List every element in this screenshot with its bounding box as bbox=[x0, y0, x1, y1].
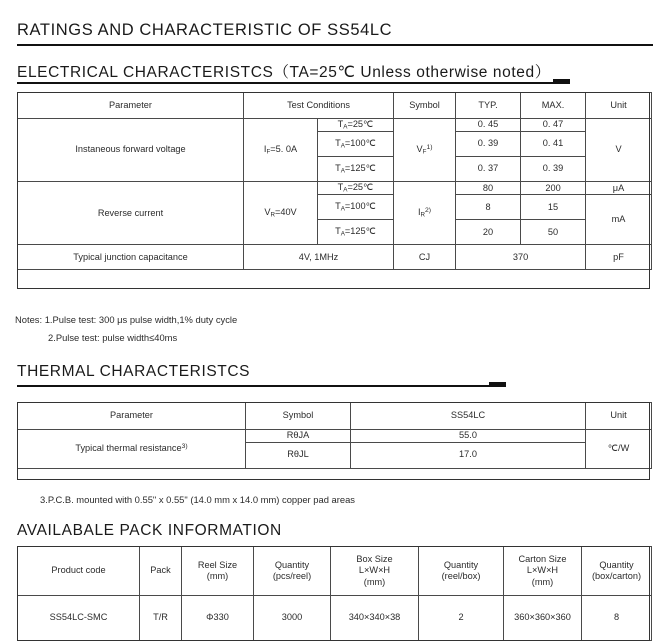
col-qty-reel-box-l2: (reel/box) bbox=[441, 571, 481, 581]
col-carton-size-l2: L×W×H bbox=[526, 565, 559, 576]
col-box-size-l1: Box Size bbox=[356, 553, 393, 564]
temp-sub: A bbox=[340, 167, 345, 175]
thermal-heading-underline bbox=[17, 385, 495, 387]
symbol-rthjl: RθJL bbox=[246, 442, 351, 468]
temp-condition: $T_A=25℃$ bbox=[318, 119, 394, 132]
col-box-size bbox=[331, 547, 419, 596]
unit-degc-per-w: ℃/W bbox=[586, 430, 652, 469]
temp-rest: =125℃ bbox=[344, 163, 376, 174]
cell-pack: T/R bbox=[140, 596, 182, 641]
temp-sub: A bbox=[340, 205, 345, 213]
condition-if-sub: F bbox=[266, 148, 271, 156]
param-reverse-current: Reverse current bbox=[18, 182, 244, 245]
param-thermal-resistance-label: Typical thermal resistance bbox=[75, 443, 182, 453]
typ-value: 0. 45 bbox=[456, 119, 521, 132]
col-qty-box-carton bbox=[582, 547, 652, 596]
symbol-ir-sub: R bbox=[420, 211, 426, 219]
unit-milliamp: mA bbox=[586, 195, 652, 245]
value-rthjl: 17.0 bbox=[351, 442, 586, 468]
col-qty-reel-box-l1: Quantity bbox=[443, 559, 479, 570]
typ-value: 0. 37 bbox=[456, 157, 521, 182]
temp-sub: A bbox=[340, 142, 345, 150]
col-product-code bbox=[18, 547, 140, 596]
temp-sub: A bbox=[340, 230, 345, 238]
title-underline bbox=[17, 44, 653, 46]
value-rthja: 55.0 bbox=[351, 430, 586, 443]
table-row bbox=[18, 596, 652, 641]
condition-vr-sub: R bbox=[270, 211, 275, 219]
temp-condition: $T_A=125℃$ bbox=[318, 157, 394, 182]
col-qty-pcs-reel-l2: (pcs/reel) bbox=[272, 571, 312, 581]
col-carton-size bbox=[504, 547, 582, 596]
table-row bbox=[18, 119, 652, 132]
max-value: 0. 39 bbox=[521, 157, 586, 182]
col-typ: TYP. bbox=[456, 93, 521, 119]
col-ss54lc: SS54LC bbox=[351, 403, 586, 430]
col-parameter: Parameter bbox=[18, 93, 244, 119]
typ-value: 8 bbox=[456, 195, 521, 220]
temp-rest: =25℃ bbox=[347, 182, 374, 193]
symbol-vf-sub: F bbox=[422, 148, 427, 156]
electrical-heading-underline bbox=[17, 82, 570, 84]
col-test-conditions: Test Conditions bbox=[244, 93, 394, 119]
condition-vr: $V_R=40V$ bbox=[244, 182, 318, 245]
max-value: 200 bbox=[521, 182, 586, 195]
param-thermal-resistance bbox=[18, 430, 246, 469]
unit-picofarad: pF bbox=[586, 245, 652, 270]
cell-carton-size: 360×360×360 bbox=[504, 596, 582, 641]
electrical-section-heading: ELECTRICAL CHARACTERISTCS（TA=25℃ Unless otherwise noted） bbox=[17, 64, 551, 81]
cell-box-size: 340×340×38 bbox=[331, 596, 419, 641]
capacitance-value: 370 bbox=[456, 245, 586, 270]
condition-if-rest: =5. 0A bbox=[270, 144, 298, 154]
temp-condition: $T_A=100℃$ bbox=[318, 195, 394, 220]
note-2: 2.Pulse test: pulse width≤40ms bbox=[48, 332, 178, 343]
temp-condition: $T_A=25℃$ bbox=[318, 182, 394, 195]
param-thermal-resistance-sup: 3) bbox=[181, 443, 188, 451]
table-header-row bbox=[18, 403, 652, 430]
symbol-ir: $I_R^{2)}$ bbox=[394, 182, 456, 245]
col-qty-pcs-reel bbox=[254, 547, 331, 596]
table-row bbox=[18, 430, 652, 443]
table-row bbox=[18, 182, 652, 195]
cell-product-code: SS54LC-SMC bbox=[18, 596, 140, 641]
electrical-heading-underline-cap bbox=[553, 79, 570, 84]
condition-capacitance: 4V, 1MHz bbox=[244, 245, 394, 270]
cell-qty-pcs-reel: 3000 bbox=[254, 596, 331, 641]
note-1: Notes: 1.Pulse test: 300 μs pulse width,1% duty cycle bbox=[15, 314, 238, 325]
symbol-ir-sup: 2) bbox=[425, 207, 432, 215]
col-unit: Unit bbox=[586, 403, 652, 430]
electrical-characteristics-table bbox=[17, 92, 652, 270]
table-row bbox=[18, 245, 652, 270]
col-symbol: Symbol bbox=[394, 93, 456, 119]
col-reel-size-l2: (mm) bbox=[206, 571, 229, 581]
col-pack-l1: Pack bbox=[150, 565, 171, 576]
unit-volt: V bbox=[586, 119, 652, 182]
col-parameter: Parameter bbox=[18, 403, 246, 430]
col-box-size-l2: L×W×H bbox=[358, 565, 391, 576]
col-carton-size-l1: Carton Size bbox=[518, 553, 567, 564]
typ-value: 0. 39 bbox=[456, 132, 521, 157]
temp-rest: =100℃ bbox=[344, 138, 376, 149]
condition-vr-rest: =40V bbox=[274, 207, 297, 218]
cell-qty-reel-box: 2 bbox=[419, 596, 504, 641]
thermal-heading-underline-cap bbox=[489, 382, 506, 387]
col-qty-pcs-reel-l1: Quantity bbox=[274, 559, 310, 570]
cell-qty-box-carton: 8 bbox=[582, 596, 652, 641]
temp-condition: $T_A=100℃$ bbox=[318, 132, 394, 157]
param-forward-voltage: Instaneous forward voltage bbox=[18, 119, 244, 182]
unit-microamp: μA bbox=[586, 182, 652, 195]
col-box-size-l3: (mm) bbox=[363, 576, 386, 587]
col-reel-size bbox=[182, 547, 254, 596]
temp-rest: =100℃ bbox=[344, 201, 376, 212]
cell-reel-size: Φ330 bbox=[182, 596, 254, 641]
max-value: 15 bbox=[521, 195, 586, 220]
temp-sub: A bbox=[343, 123, 348, 131]
symbol-cj: CJ bbox=[394, 245, 456, 270]
col-qty-reel-box bbox=[419, 547, 504, 596]
symbol-vf: $V_F^{1)}$ bbox=[394, 119, 456, 182]
col-reel-size-l1: Reel Size bbox=[197, 559, 238, 570]
col-product-code-l1: Product code bbox=[51, 565, 106, 576]
table-header-row bbox=[18, 93, 652, 119]
max-value: 0. 41 bbox=[521, 132, 586, 157]
col-qty-box-carton-l2: (box/carton) bbox=[591, 571, 642, 581]
col-max: MAX. bbox=[521, 93, 586, 119]
col-carton-size-l3: (mm) bbox=[531, 576, 554, 587]
col-unit: Unit bbox=[586, 93, 652, 119]
symbol-vf-sup: 1) bbox=[426, 144, 433, 152]
typ-value: 80 bbox=[456, 182, 521, 195]
note-3: 3.P.C.B. mounted with 0.55" x 0.55" (14.0 mm x 14.0 mm) copper pad areas bbox=[40, 494, 355, 505]
symbol-rthja: RθJA bbox=[246, 430, 351, 443]
thermal-characteristics-table bbox=[17, 402, 652, 469]
temp-rest: =25℃ bbox=[347, 119, 374, 129]
pack-information-table bbox=[17, 546, 652, 641]
col-qty-box-carton-l1: Quantity bbox=[599, 559, 634, 570]
col-pack bbox=[140, 547, 182, 596]
condition-if: $I_F=5$. 0A bbox=[244, 119, 318, 182]
table-header-row bbox=[18, 547, 652, 596]
temp-sub: A bbox=[343, 186, 348, 194]
typ-value: 20 bbox=[456, 220, 521, 245]
temp-condition: $T_A=125℃$ bbox=[318, 220, 394, 245]
temp-rest: =125℃ bbox=[344, 226, 376, 237]
page-title: RATINGS AND CHARACTERISTIC OF SS54LC bbox=[17, 21, 393, 39]
col-symbol: Symbol bbox=[246, 403, 351, 430]
max-value: 50 bbox=[521, 220, 586, 245]
thermal-section-heading: THERMAL CHARACTERISTCS bbox=[17, 363, 251, 380]
max-value: 0. 47 bbox=[521, 119, 586, 132]
pack-section-heading: AVAILABALE PACK INFORMATION bbox=[17, 522, 282, 539]
param-junction-capacitance: Typical junction capacitance bbox=[18, 245, 244, 270]
